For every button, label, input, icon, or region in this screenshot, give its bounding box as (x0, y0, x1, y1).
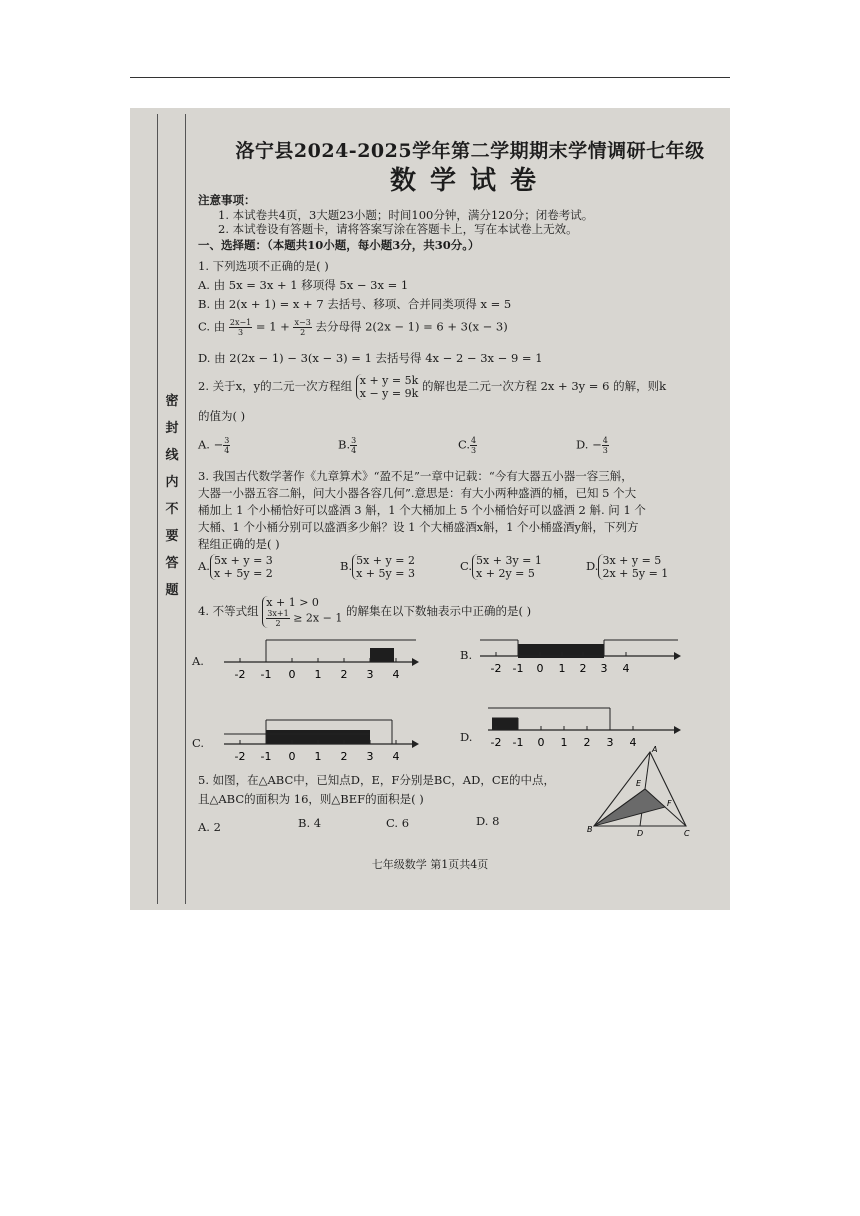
question-4-option-a: A. (192, 654, 204, 668)
question-1-stem: 1. 下列选项不正确的是( ) (198, 259, 329, 273)
tick-label: 3 (366, 668, 374, 681)
tick-label: -2 (234, 668, 246, 681)
question-4-option-b: B. (460, 648, 473, 662)
question-1-option-d: D. 由 2(2x − 1) − 3(x − 3) = 1 去括号得 4x − 2 − 3x − 9 = 1 (198, 351, 543, 365)
question-5-line: 且△ABC的面积为 16，则△BEF的面积是( ) (198, 792, 424, 806)
question-5-line: 5. 如图，在△ABC中，已知点D，E，F分别是BC，AD，CE的中点， (198, 773, 556, 787)
seal-line-text (163, 388, 181, 604)
fraction (266, 609, 289, 628)
arrow-icon (412, 658, 419, 666)
question-5-option-b: B. 4 (298, 816, 322, 830)
tick-label: 2 (340, 668, 348, 681)
binding-line (185, 114, 186, 904)
seal-char: 内 (165, 475, 179, 490)
top-rule (130, 77, 730, 78)
question-3-option-b (340, 554, 415, 580)
seal-char: 密 (165, 394, 179, 409)
notes-line: 1. 本试卷共4页，3大题23小题；时间100分钟，满分120分；闭卷考试。 (218, 208, 594, 222)
tick-label: 1 (560, 736, 568, 749)
question-2-option-b (338, 436, 357, 455)
tick-label: 4 (629, 736, 637, 749)
equation: 5x + y = 2 (356, 554, 415, 567)
shaded-region (370, 648, 394, 662)
text: C. 由 (198, 319, 226, 334)
point-label: C (684, 829, 690, 836)
denominator: 2 (300, 328, 306, 337)
question-3-option-a (198, 554, 273, 580)
fraction (350, 436, 357, 455)
equation: 5x + y = 3 (213, 554, 273, 567)
exam-title: 洛宁县2024-2025学年第二学期期末学情调研七年级 (235, 140, 705, 162)
equation-system (352, 554, 415, 580)
notes-line: 2. 本试卷设有答题卡，请将答案写涂在答题卡上，写在本试卷上无效。 (218, 222, 578, 236)
tick-label: 2 (583, 736, 591, 749)
denominator: 4 (224, 446, 230, 455)
seal-char: 要 (165, 529, 179, 544)
tick-label: -1 (260, 668, 272, 681)
text: ≥ 2x − 1 (293, 611, 343, 625)
label: B. (338, 437, 351, 452)
label: C. (460, 559, 473, 573)
question-3-line: 大器一小器五容二斛，问大小器各容几何”.意思是：有大小两种盛酒的桶，已知 5 个大 (198, 486, 637, 500)
point-label: B (587, 825, 593, 834)
numerator: x−3 (294, 318, 311, 327)
fraction (293, 318, 311, 337)
numerator: 4 (471, 436, 477, 445)
numerator: 2x−1 (229, 318, 252, 327)
equation: x + 1 > 0 (266, 596, 319, 609)
text: 4. 不等式组 (198, 604, 259, 618)
tick-label: 1 (314, 750, 322, 763)
question-2-line2: 的值为( ) (198, 409, 246, 423)
tick-label: -2 (490, 736, 502, 749)
arrow-icon (412, 740, 419, 748)
numerator: 3x+1 (267, 609, 289, 618)
point-label: E (636, 779, 642, 788)
tick-label: 3 (600, 662, 608, 675)
tick-label: 4 (392, 668, 400, 681)
arrow-icon (674, 652, 681, 660)
question-5-option-d: D. 8 (476, 814, 500, 828)
label: A. (198, 559, 210, 573)
tick-label: -2 (490, 662, 502, 675)
equation-system (356, 374, 419, 400)
label: A. − (198, 437, 224, 452)
page-footer: 七年级数学 第1页共4页 (371, 858, 489, 871)
fraction (602, 436, 609, 455)
tick-label: 4 (622, 662, 630, 675)
exam-subtitle: 数学试卷 (389, 166, 550, 196)
fraction (470, 436, 477, 455)
tick-label: -1 (512, 662, 524, 675)
arrow-icon (674, 726, 681, 734)
tick-label: -1 (512, 736, 524, 749)
text: 的解集在以下数轴表示中正确的是( ) (345, 604, 532, 618)
point-label: A (652, 745, 658, 754)
fraction (223, 436, 230, 455)
text: 2. 关于x，y的二元一次方程组 (198, 379, 353, 393)
denominator: 3 (238, 328, 244, 337)
equation-system (210, 554, 273, 580)
equation (266, 609, 342, 628)
question-5-option-c: C. 6 (386, 816, 410, 830)
equation: 3x + y = 5 (602, 554, 662, 567)
shaded-triangle-bef (594, 789, 665, 826)
notes-heading: 注意事项： (198, 193, 256, 207)
question-2-option-c (458, 436, 477, 455)
equation-system (262, 596, 342, 628)
text: 去分母得 2(2x − 1) = 6 + 3(x − 3) (315, 319, 508, 334)
seal-char: 题 (165, 583, 179, 598)
tick-label: 1 (314, 668, 322, 681)
numerator: 3 (351, 436, 357, 445)
label: D. (586, 559, 599, 573)
label: C. (458, 437, 471, 452)
question-3-line: 程组正确的是( ) (198, 537, 280, 551)
tick-label: -2 (234, 750, 246, 763)
seal-char: 线 (165, 448, 179, 463)
equation: x + 5y = 2 (213, 567, 273, 580)
equation: x + 5y = 3 (356, 567, 415, 580)
triangle-figure (584, 744, 694, 836)
fraction (229, 318, 252, 337)
tick-label: 2 (340, 750, 348, 763)
question-1-option-a: A. 由 5x = 3x + 1 移项得 5x − 3x = 1 (198, 278, 409, 292)
question-3-option-c (460, 554, 542, 580)
label: D. − (576, 437, 602, 452)
label: B. (340, 559, 353, 573)
seal-char: 不 (165, 502, 179, 517)
question-5-option-a: A. 2 (198, 820, 221, 834)
text: = 1 + (255, 319, 290, 334)
equation-system (598, 554, 668, 580)
seal-char: 答 (165, 556, 179, 571)
question-1-option-b: B. 由 2(x + 1) = x + 7 去括号、移项、合并同类项得 x = 5 (198, 297, 512, 311)
question-2-option-a (198, 436, 230, 455)
denominator: 3 (471, 446, 477, 455)
equation: x + y = 5k (359, 374, 419, 387)
equation: 5x + 3y = 1 (476, 554, 542, 567)
tick-label: -1 (260, 750, 272, 763)
question-4-stem (198, 596, 531, 628)
question-3-line: 3. 我国古代数学著作《九章算术》“盈不足”一章中记载：“今有大器五小器一容三斛， (198, 469, 633, 483)
question-2-option-d (576, 436, 609, 455)
denominator: 4 (351, 446, 357, 455)
tick-label: 3 (366, 750, 374, 763)
point-label: D (637, 829, 644, 836)
question-3-line: 大桶、1 个小桶分别可以盛酒多少斛？设 1 个大桶盛酒x斛，1 个小桶盛酒y斛，下列方 (198, 520, 639, 534)
tick-label: 0 (288, 750, 296, 763)
equation-system (472, 554, 542, 580)
number-line-a (220, 636, 420, 684)
question-3-option-d (586, 554, 668, 580)
question-4-option-c: C. (192, 736, 205, 750)
equation: 2x + 5y = 1 (602, 567, 669, 580)
text: 的解也是二元一次方程 2x + 3y = 6 的解，则k (421, 379, 667, 393)
exam-photo (130, 108, 730, 910)
question-2-stem (198, 374, 666, 400)
equation: x + 2y = 5 (476, 567, 535, 580)
denominator: 2 (275, 619, 281, 628)
tick-label: 1 (558, 662, 566, 675)
tick-label: 0 (288, 668, 296, 681)
numerator: 3 (224, 436, 230, 445)
tick-label: 0 (537, 736, 545, 749)
number-line-c (220, 716, 420, 764)
seal-char: 封 (165, 421, 179, 436)
section-heading: 一、选择题：（本题共10小题，每小题3分，共30分。） (198, 238, 480, 252)
tick-label: 3 (606, 736, 614, 749)
question-1-option-c (198, 318, 508, 337)
tick-label: 4 (392, 750, 400, 763)
tick-label: 2 (579, 662, 587, 675)
triangle-abc (594, 752, 686, 826)
numerator: 4 (602, 436, 608, 445)
denominator: 3 (602, 446, 608, 455)
tick-label: 0 (536, 662, 544, 675)
binding-line (157, 114, 158, 904)
question-3-line: 桶加上 1 个小桶恰好可以盛酒 3 斛，1 个大桶加上 5 个小桶恰好可以盛酒 2 斛. 问 1 个 (198, 503, 646, 517)
question-4-option-d: D. (460, 730, 473, 744)
number-line-b (478, 634, 688, 680)
point-label: F (667, 799, 672, 808)
equation: x − y = 9k (359, 387, 419, 400)
